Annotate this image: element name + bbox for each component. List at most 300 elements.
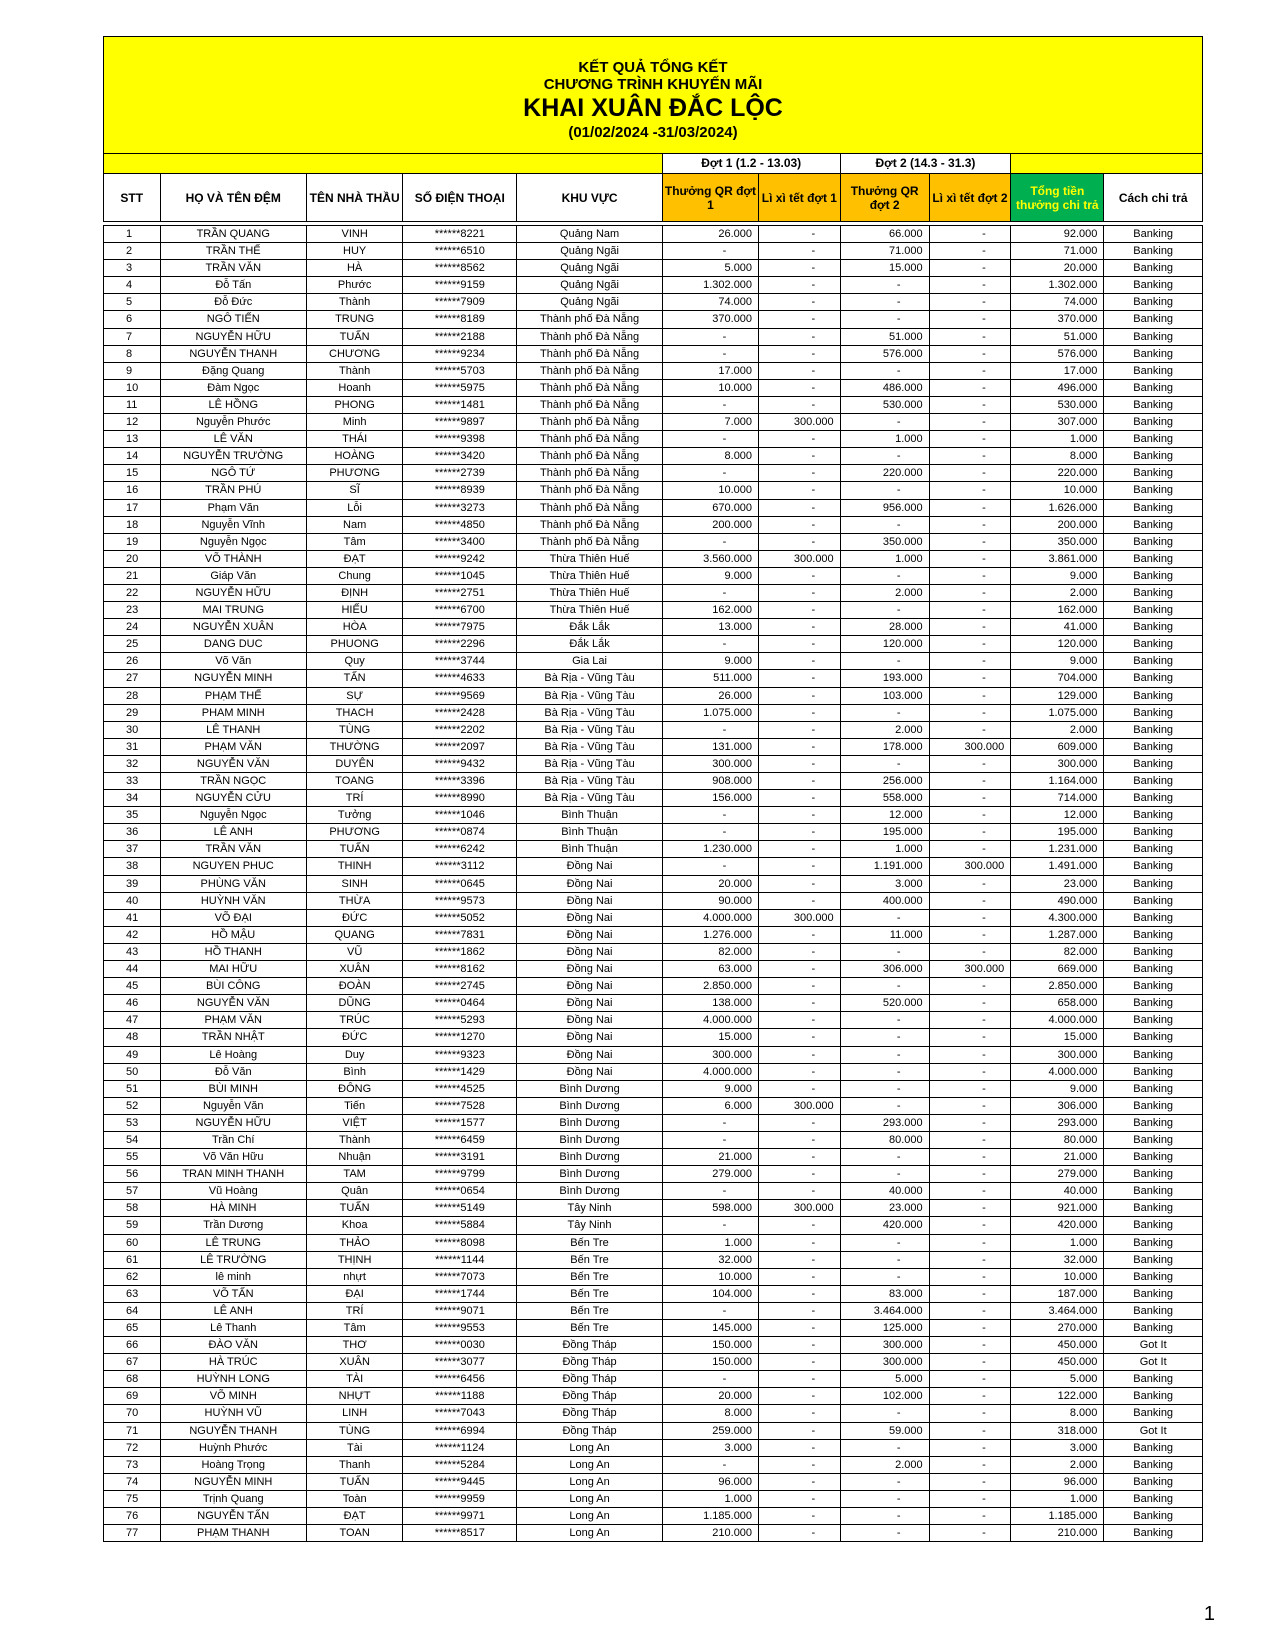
cell-qr-1: 150.000 bbox=[662, 1354, 758, 1371]
cell-sdt: ******6242 bbox=[403, 841, 517, 858]
cell-ho-ten-dem: NGUYỄN THANH bbox=[160, 345, 307, 362]
cell-lx-2: - bbox=[929, 841, 1011, 858]
cell-stt: 23 bbox=[104, 602, 161, 619]
cell-cach-chi-tra: Banking bbox=[1104, 670, 1203, 687]
cell-stt: 5 bbox=[104, 294, 161, 311]
cell-khu-vuc: Đắk Lắk bbox=[517, 619, 662, 636]
cell-sdt: ******6994 bbox=[403, 1422, 517, 1439]
cell-cach-chi-tra: Banking bbox=[1104, 721, 1203, 738]
cell-ho-ten-dem: Trần Dương bbox=[160, 1217, 307, 1234]
table-row bbox=[104, 1234, 1203, 1251]
cell-ten: Bình bbox=[307, 1063, 403, 1080]
cell-stt: 42 bbox=[104, 926, 161, 943]
cell-qr-2: 956.000 bbox=[840, 499, 929, 516]
header-cach-chi-tra: Cách chi trả bbox=[1104, 174, 1203, 222]
cell-khu-vuc: Long An bbox=[517, 1508, 662, 1525]
cell-stt: 36 bbox=[104, 824, 161, 841]
cell-qr-1: 26.000 bbox=[662, 687, 758, 704]
cell-tong: 307.000 bbox=[1011, 414, 1104, 431]
cell-cach-chi-tra: Banking bbox=[1104, 653, 1203, 670]
table-row bbox=[104, 1183, 1203, 1200]
table-row bbox=[104, 1388, 1203, 1405]
cell-qr-1: - bbox=[662, 345, 758, 362]
cell-lx-2: - bbox=[929, 824, 1011, 841]
table-row bbox=[104, 482, 1203, 499]
cell-stt: 68 bbox=[104, 1371, 161, 1388]
cell-lx-1: - bbox=[759, 345, 841, 362]
cell-lx-2: - bbox=[929, 1080, 1011, 1097]
cell-qr-1: - bbox=[662, 1217, 758, 1234]
cell-ho-ten-dem: TRẦN VĂN bbox=[160, 841, 307, 858]
cell-qr-2: - bbox=[840, 414, 929, 431]
table-row bbox=[104, 533, 1203, 550]
header-stt: STT bbox=[104, 174, 161, 222]
cell-sdt: ******5149 bbox=[403, 1200, 517, 1217]
cell-ten: SĨ bbox=[307, 482, 403, 499]
cell-ten: SINH bbox=[307, 875, 403, 892]
cell-stt: 53 bbox=[104, 1114, 161, 1131]
cell-khu-vuc: Bình Dương bbox=[517, 1166, 662, 1183]
cell-lx-2: - bbox=[929, 1508, 1011, 1525]
cell-stt: 8 bbox=[104, 345, 161, 362]
cell-ho-ten-dem: Nguyễn Ngọc bbox=[160, 807, 307, 824]
cell-ten: TUẤN bbox=[307, 1473, 403, 1490]
cell-sdt: ******9242 bbox=[403, 550, 517, 567]
cell-ten: ĐẠI bbox=[307, 1285, 403, 1302]
cell-ten: PHƯƠNG bbox=[307, 824, 403, 841]
cell-lx-2: - bbox=[929, 926, 1011, 943]
table-row bbox=[104, 1302, 1203, 1319]
cell-tong: 162.000 bbox=[1011, 602, 1104, 619]
cell-ho-ten-dem: TRẦN NGỌC bbox=[160, 773, 307, 790]
cell-tong: 576.000 bbox=[1011, 345, 1104, 362]
cell-ten: Quân bbox=[307, 1183, 403, 1200]
cell-ten: TẤN bbox=[307, 670, 403, 687]
cell-ho-ten-dem: Vũ Hoàng bbox=[160, 1183, 307, 1200]
cell-stt: 75 bbox=[104, 1490, 161, 1507]
cell-tong: 530.000 bbox=[1011, 396, 1104, 413]
cell-sdt: ******9432 bbox=[403, 755, 517, 772]
cell-lx-1: - bbox=[759, 1080, 841, 1097]
cell-sdt: ******2745 bbox=[403, 978, 517, 995]
cell-qr-2: - bbox=[840, 1251, 929, 1268]
cell-stt: 55 bbox=[104, 1149, 161, 1166]
cell-sdt: ******2751 bbox=[403, 584, 517, 601]
cell-lx-2: - bbox=[929, 1525, 1011, 1542]
cell-stt: 18 bbox=[104, 516, 161, 533]
cell-sdt: ******3744 bbox=[403, 653, 517, 670]
cell-ten: DUYÊN bbox=[307, 755, 403, 772]
table-row bbox=[104, 926, 1203, 943]
cell-qr-1: - bbox=[662, 858, 758, 875]
cell-lx-2: - bbox=[929, 653, 1011, 670]
cell-khu-vuc: Thành phố Đà Nẵng bbox=[517, 533, 662, 550]
table-row bbox=[104, 465, 1203, 482]
cell-qr-2: 51.000 bbox=[840, 328, 929, 345]
cell-stt: 17 bbox=[104, 499, 161, 516]
cell-sdt: ******9159 bbox=[403, 277, 517, 294]
cell-khu-vuc: Bình Dương bbox=[517, 1149, 662, 1166]
cell-khu-vuc: Đồng Tháp bbox=[517, 1405, 662, 1422]
cell-qr-1: 1.302.000 bbox=[662, 277, 758, 294]
cell-tong: 1.302.000 bbox=[1011, 277, 1104, 294]
cell-lx-2: - bbox=[929, 1354, 1011, 1371]
cell-ho-ten-dem: Nguyễn Văn bbox=[160, 1097, 307, 1114]
cell-qr-2: 400.000 bbox=[840, 892, 929, 909]
cell-ho-ten-dem: Trần Chí bbox=[160, 1131, 307, 1148]
cell-sdt: ******3400 bbox=[403, 533, 517, 550]
cell-ten: PHONG bbox=[307, 396, 403, 413]
cell-lx-2: - bbox=[929, 482, 1011, 499]
cell-ten: TRÚC bbox=[307, 1012, 403, 1029]
cell-tong: 40.000 bbox=[1011, 1183, 1104, 1200]
cell-ho-ten-dem: Đỗ Tấn bbox=[160, 277, 307, 294]
cell-ho-ten-dem: VÕ TẤN bbox=[160, 1285, 307, 1302]
cell-ten: DŨNG bbox=[307, 995, 403, 1012]
cell-qr-2: - bbox=[840, 1166, 929, 1183]
group-spacer-left bbox=[104, 154, 663, 174]
cell-stt: 22 bbox=[104, 584, 161, 601]
cell-qr-1: 1.075.000 bbox=[662, 704, 758, 721]
cell-sdt: ******1270 bbox=[403, 1029, 517, 1046]
cell-lx-2: - bbox=[929, 226, 1011, 243]
cell-qr-1: 200.000 bbox=[662, 516, 758, 533]
cell-ten: Tâm bbox=[307, 533, 403, 550]
cell-lx-2: - bbox=[929, 1371, 1011, 1388]
cell-lx-2: - bbox=[929, 533, 1011, 550]
cell-qr-2: 1.191.000 bbox=[840, 858, 929, 875]
header-lx-2: Lì xì tết đợt 2 bbox=[929, 174, 1011, 222]
cell-lx-1: - bbox=[759, 807, 841, 824]
table-row bbox=[104, 1354, 1203, 1371]
cell-ten: Thành bbox=[307, 1131, 403, 1148]
cell-stt: 58 bbox=[104, 1200, 161, 1217]
cell-cach-chi-tra: Banking bbox=[1104, 773, 1203, 790]
cell-cach-chi-tra: Banking bbox=[1104, 602, 1203, 619]
cell-qr-1: 6.000 bbox=[662, 1097, 758, 1114]
cell-tong: 496.000 bbox=[1011, 379, 1104, 396]
cell-lx-2: 300.000 bbox=[929, 961, 1011, 978]
table-row bbox=[104, 619, 1203, 636]
cell-ten: TÀI bbox=[307, 1371, 403, 1388]
cell-ho-ten-dem: HỒ MẬU bbox=[160, 926, 307, 943]
table-row bbox=[104, 1525, 1203, 1542]
cell-cach-chi-tra: Banking bbox=[1104, 567, 1203, 584]
cell-ten: Duy bbox=[307, 1046, 403, 1063]
cell-lx-2: - bbox=[929, 1268, 1011, 1285]
cell-qr-1: 8.000 bbox=[662, 448, 758, 465]
cell-stt: 72 bbox=[104, 1439, 161, 1456]
cell-sdt: ******2739 bbox=[403, 465, 517, 482]
table-row bbox=[104, 499, 1203, 516]
cell-ho-ten-dem: Võ Văn bbox=[160, 653, 307, 670]
cell-lx-2: - bbox=[929, 396, 1011, 413]
table-row bbox=[104, 345, 1203, 362]
cell-khu-vuc: Thành phố Đà Nẵng bbox=[517, 516, 662, 533]
title-line-2: CHƯƠNG TRÌNH KHUYẾN MÃI bbox=[543, 75, 763, 93]
cell-khu-vuc: Thành phố Đà Nẵng bbox=[517, 396, 662, 413]
cell-khu-vuc: Đồng Tháp bbox=[517, 1371, 662, 1388]
cell-qr-1: 20.000 bbox=[662, 875, 758, 892]
cell-sdt: ******3112 bbox=[403, 858, 517, 875]
cell-tong: 23.000 bbox=[1011, 875, 1104, 892]
table-row bbox=[104, 311, 1203, 328]
cell-ten: THẢO bbox=[307, 1234, 403, 1251]
cell-cach-chi-tra: Banking bbox=[1104, 875, 1203, 892]
table-row bbox=[104, 961, 1203, 978]
cell-lx-2: - bbox=[929, 1285, 1011, 1302]
cell-stt: 49 bbox=[104, 1046, 161, 1063]
cell-lx-1: - bbox=[759, 1439, 841, 1456]
cell-qr-1: 5.000 bbox=[662, 260, 758, 277]
cell-khu-vuc: Bến Tre bbox=[517, 1302, 662, 1319]
cell-stt: 12 bbox=[104, 414, 161, 431]
cell-tong: 4.000.000 bbox=[1011, 1063, 1104, 1080]
cell-ten: ĐÔNG bbox=[307, 1080, 403, 1097]
cell-qr-1: 9.000 bbox=[662, 653, 758, 670]
table-row bbox=[104, 379, 1203, 396]
cell-khu-vuc: Đồng Nai bbox=[517, 875, 662, 892]
cell-qr-1: 10.000 bbox=[662, 1268, 758, 1285]
cell-ho-ten-dem: Trịnh Quang bbox=[160, 1490, 307, 1507]
cell-ho-ten-dem: HUỲNH VĂN bbox=[160, 892, 307, 909]
cell-lx-2: - bbox=[929, 1012, 1011, 1029]
cell-khu-vuc: Bến Tre bbox=[517, 1251, 662, 1268]
cell-qr-1: - bbox=[662, 807, 758, 824]
cell-sdt: ******1188 bbox=[403, 1388, 517, 1405]
cell-ho-ten-dem: NGUYỄN TẤN bbox=[160, 1508, 307, 1525]
cell-cach-chi-tra: Banking bbox=[1104, 1388, 1203, 1405]
cell-ho-ten-dem: DANG DUC bbox=[160, 636, 307, 653]
cell-ten: Thành bbox=[307, 294, 403, 311]
table-row bbox=[104, 1114, 1203, 1131]
cell-lx-2: - bbox=[929, 892, 1011, 909]
cell-sdt: ******9959 bbox=[403, 1490, 517, 1507]
cell-qr-1: - bbox=[662, 533, 758, 550]
cell-khu-vuc: Bình Dương bbox=[517, 1114, 662, 1131]
cell-qr-2: 66.000 bbox=[840, 226, 929, 243]
cell-stt: 66 bbox=[104, 1337, 161, 1354]
cell-tong: 120.000 bbox=[1011, 636, 1104, 653]
cell-tong: 1.000 bbox=[1011, 431, 1104, 448]
cell-stt: 21 bbox=[104, 567, 161, 584]
cell-khu-vuc: Đồng Nai bbox=[517, 909, 662, 926]
cell-khu-vuc: Bà Rịa - Vũng Tàu bbox=[517, 721, 662, 738]
cell-ho-ten-dem: Huỳnh Phước bbox=[160, 1439, 307, 1456]
cell-stt: 11 bbox=[104, 396, 161, 413]
table-row bbox=[104, 1166, 1203, 1183]
cell-sdt: ******4525 bbox=[403, 1080, 517, 1097]
table-row bbox=[104, 807, 1203, 824]
cell-cach-chi-tra: Banking bbox=[1104, 1439, 1203, 1456]
cell-qr-1: 9.000 bbox=[662, 567, 758, 584]
cell-tong: 20.000 bbox=[1011, 260, 1104, 277]
cell-lx-1: - bbox=[759, 1285, 841, 1302]
cell-cach-chi-tra: Banking bbox=[1104, 362, 1203, 379]
cell-stt: 30 bbox=[104, 721, 161, 738]
cell-stt: 20 bbox=[104, 550, 161, 567]
cell-qr-2: 520.000 bbox=[840, 995, 929, 1012]
cell-ten: TUẤN bbox=[307, 841, 403, 858]
cell-lx-1: - bbox=[759, 362, 841, 379]
cell-ho-ten-dem: PHẠM VĂN bbox=[160, 738, 307, 755]
cell-tong: 2.000 bbox=[1011, 721, 1104, 738]
table-row bbox=[104, 584, 1203, 601]
cell-ten: PHUONG bbox=[307, 636, 403, 653]
cell-khu-vuc: Bình Thuận bbox=[517, 841, 662, 858]
cell-lx-1: - bbox=[759, 961, 841, 978]
cell-ho-ten-dem: NGUYỄN MINH bbox=[160, 670, 307, 687]
cell-sdt: ******5052 bbox=[403, 909, 517, 926]
cell-lx-2: - bbox=[929, 362, 1011, 379]
cell-tong: 21.000 bbox=[1011, 1149, 1104, 1166]
cell-sdt: ******8098 bbox=[403, 1234, 517, 1251]
cell-tong: 704.000 bbox=[1011, 670, 1104, 687]
cell-cach-chi-tra: Banking bbox=[1104, 892, 1203, 909]
cell-sdt: ******9323 bbox=[403, 1046, 517, 1063]
cell-khu-vuc: Thành phố Đà Nẵng bbox=[517, 431, 662, 448]
cell-lx-1: - bbox=[759, 773, 841, 790]
cell-cach-chi-tra: Banking bbox=[1104, 550, 1203, 567]
cell-khu-vuc: Thành phố Đà Nẵng bbox=[517, 448, 662, 465]
cell-lx-2: - bbox=[929, 619, 1011, 636]
cell-lx-2: - bbox=[929, 1439, 1011, 1456]
cell-qr-2: 12.000 bbox=[840, 807, 929, 824]
cell-qr-2: - bbox=[840, 1012, 929, 1029]
cell-lx-2: - bbox=[929, 1114, 1011, 1131]
cell-tong: 3.861.000 bbox=[1011, 550, 1104, 567]
cell-lx-1: - bbox=[759, 602, 841, 619]
header-sdt: SỐ ĐIỆN THOẠI bbox=[403, 174, 517, 222]
cell-lx-2: - bbox=[929, 448, 1011, 465]
cell-ho-ten-dem: HUỲNH VŨ bbox=[160, 1405, 307, 1422]
cell-ten: Khoa bbox=[307, 1217, 403, 1234]
cell-tong: 210.000 bbox=[1011, 1525, 1104, 1542]
cell-lx-2: - bbox=[929, 943, 1011, 960]
cell-lx-2: - bbox=[929, 345, 1011, 362]
cell-tong: 129.000 bbox=[1011, 687, 1104, 704]
cell-qr-2: 420.000 bbox=[840, 1217, 929, 1234]
cell-qr-1: 10.000 bbox=[662, 482, 758, 499]
cell-khu-vuc: Đồng Nai bbox=[517, 1046, 662, 1063]
cell-qr-2: - bbox=[840, 1063, 929, 1080]
cell-qr-1: - bbox=[662, 721, 758, 738]
cell-sdt: ******9398 bbox=[403, 431, 517, 448]
cell-qr-2: - bbox=[840, 311, 929, 328]
cell-lx-1: - bbox=[759, 226, 841, 243]
cell-ho-ten-dem: PHẠM THANH bbox=[160, 1525, 307, 1542]
table-row bbox=[104, 1149, 1203, 1166]
cell-ten: THÁI bbox=[307, 431, 403, 448]
cell-lx-1: - bbox=[759, 1029, 841, 1046]
cell-khu-vuc: Đồng Nai bbox=[517, 961, 662, 978]
cell-tong: 3.464.000 bbox=[1011, 1302, 1104, 1319]
cell-cach-chi-tra: Banking bbox=[1104, 1456, 1203, 1473]
cell-cach-chi-tra: Banking bbox=[1104, 1012, 1203, 1029]
cell-cach-chi-tra: Banking bbox=[1104, 516, 1203, 533]
cell-qr-2: 11.000 bbox=[840, 926, 929, 943]
cell-ten: QUANG bbox=[307, 926, 403, 943]
cell-lx-1: - bbox=[759, 858, 841, 875]
cell-qr-2: - bbox=[840, 909, 929, 926]
cell-ho-ten-dem: HỒ THANH bbox=[160, 943, 307, 960]
cell-tong: 300.000 bbox=[1011, 755, 1104, 772]
table-row bbox=[104, 516, 1203, 533]
cell-sdt: ******1144 bbox=[403, 1251, 517, 1268]
cell-khu-vuc: Đồng Nai bbox=[517, 978, 662, 995]
cell-ho-ten-dem: Nguyễn Ngọc bbox=[160, 533, 307, 550]
cell-sdt: ******3077 bbox=[403, 1354, 517, 1371]
cell-cach-chi-tra: Banking bbox=[1104, 260, 1203, 277]
cell-lx-1: - bbox=[759, 619, 841, 636]
cell-lx-2: - bbox=[929, 790, 1011, 807]
cell-tong: 450.000 bbox=[1011, 1354, 1104, 1371]
cell-khu-vuc: Bà Rịa - Vũng Tàu bbox=[517, 670, 662, 687]
cell-cach-chi-tra: Banking bbox=[1104, 1114, 1203, 1131]
cell-khu-vuc: Tây Ninh bbox=[517, 1200, 662, 1217]
cell-lx-2: - bbox=[929, 499, 1011, 516]
cell-qr-2: 300.000 bbox=[840, 1354, 929, 1371]
cell-stt: 77 bbox=[104, 1525, 161, 1542]
cell-qr-2: 2.000 bbox=[840, 1456, 929, 1473]
cell-lx-1: - bbox=[759, 499, 841, 516]
cell-tong: 92.000 bbox=[1011, 226, 1104, 243]
cell-sdt: ******1429 bbox=[403, 1063, 517, 1080]
cell-ten: XUÂN bbox=[307, 1354, 403, 1371]
cell-lx-1: - bbox=[759, 294, 841, 311]
cell-ho-ten-dem: TRẦN PHÚ bbox=[160, 482, 307, 499]
cell-qr-1: - bbox=[662, 1183, 758, 1200]
table-row bbox=[104, 1285, 1203, 1302]
cell-cach-chi-tra: Banking bbox=[1104, 1490, 1203, 1507]
cell-khu-vuc: Đồng Nai bbox=[517, 995, 662, 1012]
cell-lx-1: - bbox=[759, 790, 841, 807]
cell-khu-vuc: Gia Lai bbox=[517, 653, 662, 670]
cell-ten: ĐỨC bbox=[307, 1029, 403, 1046]
cell-tong: 12.000 bbox=[1011, 807, 1104, 824]
table-row bbox=[104, 875, 1203, 892]
cell-ten: TUẤN bbox=[307, 328, 403, 345]
table-row bbox=[104, 1490, 1203, 1507]
cell-qr-2: - bbox=[840, 482, 929, 499]
cell-ho-ten-dem: NGUYỄN TRƯỜNG bbox=[160, 448, 307, 465]
cell-qr-2: 80.000 bbox=[840, 1131, 929, 1148]
cell-khu-vuc: Thành phố Đà Nẵng bbox=[517, 345, 662, 362]
cell-lx-2: - bbox=[929, 1234, 1011, 1251]
cell-tong: 82.000 bbox=[1011, 943, 1104, 960]
cell-ho-ten-dem: PHẠM VĂN bbox=[160, 1012, 307, 1029]
cell-cach-chi-tra: Banking bbox=[1104, 909, 1203, 926]
page-number: 1 bbox=[1203, 1603, 1215, 1625]
table-row bbox=[104, 721, 1203, 738]
cell-tong: 669.000 bbox=[1011, 961, 1104, 978]
cell-ten: VINH bbox=[307, 226, 403, 243]
cell-ten: XUÂN bbox=[307, 961, 403, 978]
table-row bbox=[104, 1063, 1203, 1080]
table-row bbox=[104, 909, 1203, 926]
cell-stt: 4 bbox=[104, 277, 161, 294]
cell-qr-2: 71.000 bbox=[840, 243, 929, 260]
cell-cach-chi-tra: Banking bbox=[1104, 533, 1203, 550]
table-row bbox=[104, 277, 1203, 294]
cell-khu-vuc: Thành phố Đà Nẵng bbox=[517, 362, 662, 379]
cell-qr-1: 74.000 bbox=[662, 294, 758, 311]
cell-stt: 59 bbox=[104, 1217, 161, 1234]
cell-ho-ten-dem: ĐÀO VĂN bbox=[160, 1337, 307, 1354]
table-row bbox=[104, 1217, 1203, 1234]
cell-qr-2: 3.464.000 bbox=[840, 1302, 929, 1319]
cell-ten: Toàn bbox=[307, 1490, 403, 1507]
